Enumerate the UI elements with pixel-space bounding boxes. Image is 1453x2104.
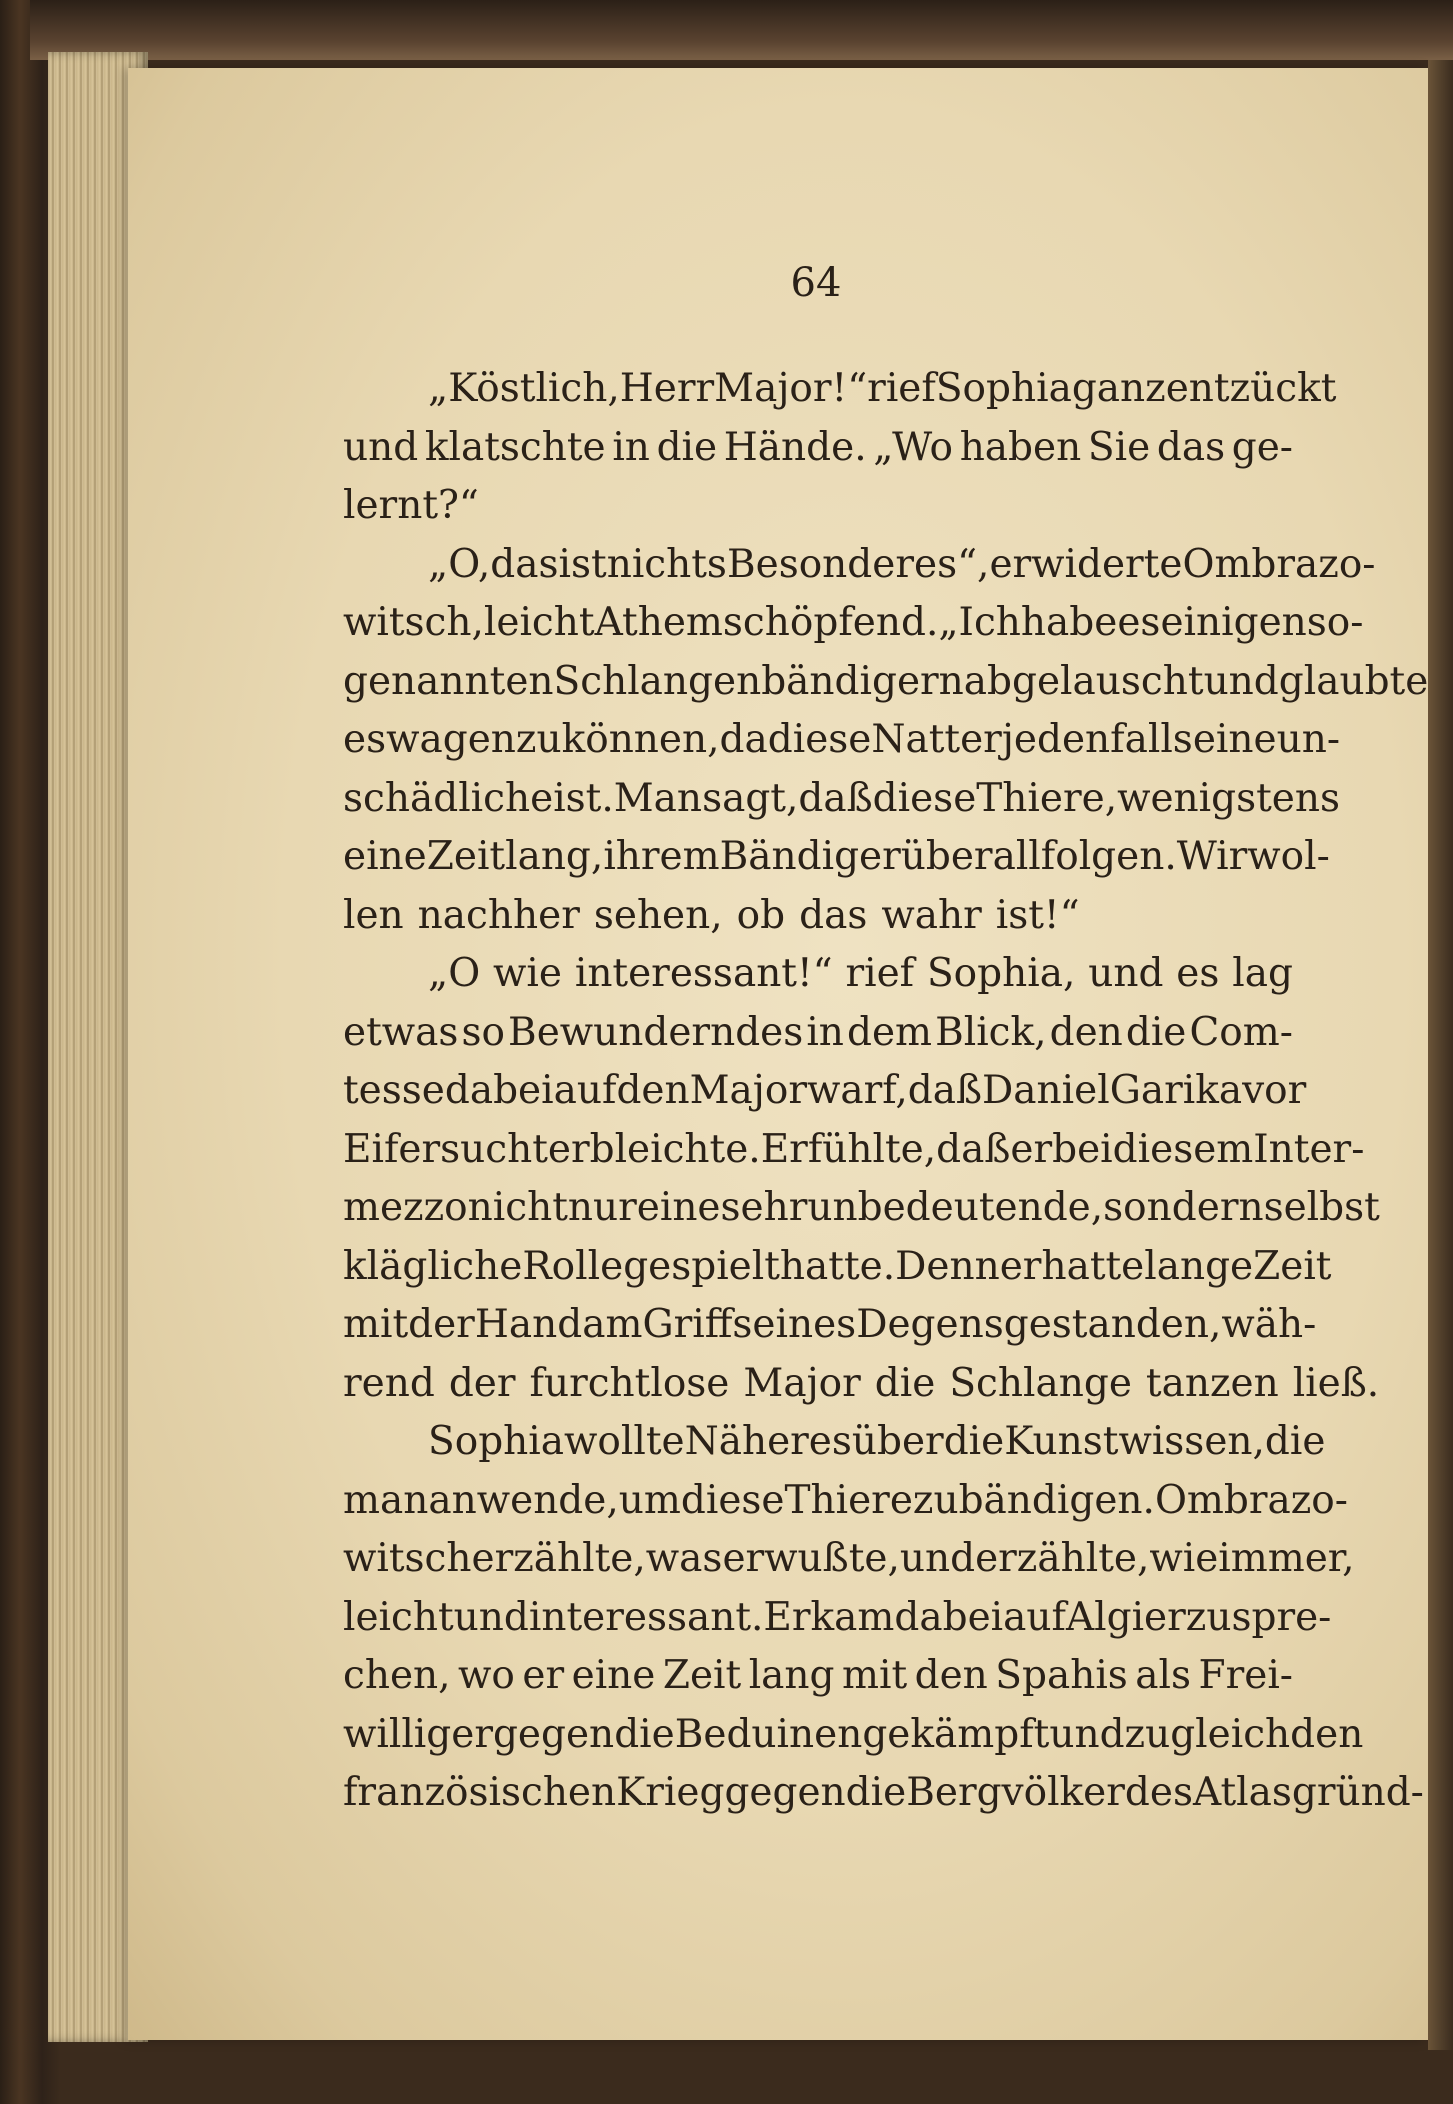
word: witsch, [343,600,484,645]
text-line [343,1238,1332,1297]
text-line [343,653,1429,712]
word: Sophia [428,1419,565,1464]
word: Zeit [662,1653,742,1698]
word: lernt?“ [343,483,479,528]
word: als [1135,1653,1192,1698]
word: tesse [343,1068,445,1113]
word: die [943,1419,1005,1464]
word: „Wo [873,424,954,470]
word: Frei- [1198,1653,1293,1698]
word: wagen [386,717,516,762]
word: genannten [343,658,554,704]
text-line [343,594,1364,653]
word: Er [760,1126,808,1172]
word: die [656,424,718,470]
word: er [1010,1126,1053,1172]
word: und [1088,951,1164,996]
book-cover-top [30,0,1453,60]
word: erbleichte. [547,1126,761,1172]
word: schädliche [343,775,554,821]
word: daß [907,1068,983,1113]
word: Denn [895,1243,1000,1289]
word: erwiderte [989,541,1183,587]
word: chen, [343,1653,451,1698]
word: man [343,1477,429,1523]
word: wahr [881,892,982,938]
word: Rolle [522,1243,624,1289]
text-line [343,711,1340,770]
text-line [343,1355,1380,1414]
word: Daniel [982,1068,1110,1113]
word: in [806,1009,844,1055]
word: Zeit [1253,1243,1332,1289]
word: überall [900,834,1041,879]
word: Schlangenbändigern [553,658,964,704]
word: „O, [428,541,491,587]
word: spre- [1231,1594,1332,1640]
word: und [1049,1711,1125,1757]
word: furchtlose [529,1360,730,1406]
word: Näheres [684,1419,852,1464]
word: erzählte, [471,1536,646,1581]
word: daß [936,1126,1011,1172]
word: ist. [553,775,614,821]
word: un- [1276,717,1340,762]
word: ließ. [1292,1360,1380,1406]
text-line [343,945,1293,1004]
word: hatte. [779,1243,896,1289]
word: ist [558,541,607,587]
word: so- [1306,600,1364,645]
word: gekämpft [862,1711,1050,1757]
word: wo [458,1653,515,1698]
text-line [343,1647,1293,1706]
word: „Ich [938,600,1021,645]
word: daß [798,775,873,821]
word: und [899,1536,976,1581]
word: Man [613,775,703,821]
word: da [719,717,768,762]
word: wie [1149,1536,1219,1581]
word: klatschte [424,424,606,470]
text-line [343,1413,1326,1472]
text-line [343,887,1293,946]
word: und [343,424,419,470]
word: er [722,1536,765,1581]
word: mezzo [343,1185,468,1230]
text-line [343,1062,1307,1121]
book-cover-right [1428,60,1453,2050]
text-line [343,770,1341,829]
page-number: 64 [790,260,842,306]
word: dem [846,1009,933,1055]
word: sehr [720,1185,808,1230]
word: sondern [1103,1185,1264,1230]
word: hatte [1041,1243,1145,1289]
word: ge- [1231,424,1293,470]
word: gegen [492,1711,615,1757]
word: wenigstens [1117,775,1341,821]
word: Thiere, [976,775,1118,821]
word: Thiere [784,1477,913,1523]
word: ganz [1071,366,1166,411]
word: es [1176,951,1220,996]
word: abgelauscht [963,658,1204,704]
word: lang, [505,834,604,879]
word: Wir [1176,834,1248,879]
word: Ombrazo- [1154,1477,1348,1523]
word: Krieg [616,1770,725,1815]
text-line [343,1004,1293,1063]
word: Schlange [949,1360,1132,1406]
word: kam [810,1594,895,1640]
word: wie [493,951,562,996]
word: Bergvölker [906,1770,1125,1815]
word: französischen [343,1770,617,1815]
word: mit [343,1302,409,1347]
word: ihrem [603,834,720,879]
word: Zeit [426,834,506,879]
word: Inter- [1253,1126,1365,1172]
word: immer, [1218,1536,1355,1581]
text-line [343,1589,1332,1648]
word: Blick, [935,1009,1047,1055]
word: wäh- [1221,1302,1317,1347]
word: zugleich [1124,1711,1291,1757]
word: eine [571,1653,656,1698]
word: Bewunderndes [508,1009,804,1055]
word: haben [959,424,1082,470]
word: das [1156,424,1226,470]
word: habe [1020,600,1118,645]
word: mit [841,1653,908,1698]
word: Major [689,1068,808,1113]
word: er [999,1243,1042,1289]
word: eine [636,1185,721,1230]
word: eine [343,834,427,879]
word: „Köstlich, [428,366,620,411]
text-line [343,1706,1364,1765]
word: witsch [343,1536,472,1581]
word: interessant!“ [574,951,833,996]
word: lang [748,1653,835,1698]
word: leicht [483,600,595,645]
word: schöpfend. [722,600,939,645]
word: diese [872,775,977,821]
word: und [1203,658,1279,704]
word: Hände. [723,424,867,470]
text-line [343,1121,1365,1180]
word: nichts [606,541,727,587]
word: ob [736,892,786,938]
word: zu [1185,1594,1232,1640]
word: die [1264,1419,1326,1464]
word: Hand [474,1302,583,1347]
word: die [1125,1009,1187,1055]
word: gespielt [623,1243,780,1289]
word: der [408,1302,475,1347]
word: zu [515,717,562,762]
word: er [522,1653,565,1698]
word: lange [1144,1243,1254,1289]
word: wol- [1247,834,1330,879]
word: was [645,1536,723,1581]
word: es [343,717,387,762]
word: rief [867,366,936,411]
word: ist!“ [995,892,1080,938]
word: diesem [1112,1126,1254,1172]
word: dabei [894,1594,1004,1640]
word: den [1290,1711,1364,1757]
word: diese [767,717,872,762]
word: Degens [856,1302,1004,1347]
word: und [453,1594,529,1640]
word: dabei [444,1068,554,1113]
word: Major [743,1360,861,1406]
word: eine [1192,717,1277,762]
word: den [616,1068,690,1113]
word: zu [912,1477,959,1523]
word: einigen [1160,600,1307,645]
word: „O [428,951,481,996]
word: klägliche [343,1243,523,1289]
word: tanzen [1145,1360,1279,1406]
word: die [845,1770,907,1815]
word: Atlas [1192,1770,1292,1815]
word: der [448,1360,516,1406]
word: vor [1242,1068,1307,1113]
word: am [582,1302,643,1347]
word: in [612,424,650,470]
page-text [343,360,1429,1823]
word: diese [680,1477,785,1523]
word: anwende, [428,1477,619,1523]
word: nur [567,1185,637,1230]
text-line [343,477,1293,536]
word: leicht [343,1594,454,1640]
word: Athem [594,600,723,645]
word: Eifersucht [343,1126,548,1172]
word: sagt, [702,775,799,821]
text-line [343,1179,1380,1238]
word: lag [1232,951,1293,996]
word: Besonderes“, [726,541,990,587]
word: warf, [807,1068,908,1113]
word: rend [343,1360,435,1406]
word: auf [1003,1594,1066,1640]
word: Garika [1109,1068,1243,1113]
word: auf [553,1068,617,1113]
word: wollte [564,1419,685,1464]
word: so [461,1009,505,1055]
word: nachher [417,892,580,938]
word: Com- [1189,1009,1293,1055]
word: seines [732,1302,857,1347]
word: wissen, [1118,1419,1265,1464]
word: selbst [1263,1185,1380,1230]
word: Kunst [1004,1419,1119,1464]
word: gründ- [1291,1770,1424,1815]
text-line [343,1764,1424,1823]
word: um [618,1477,681,1523]
word: Beduinen [674,1711,863,1757]
word: die [614,1711,675,1757]
word: gegen [724,1770,846,1815]
text-line [343,1472,1348,1531]
word: das [490,541,559,587]
word: jedenfalls [1001,717,1193,762]
word: über [851,1419,944,1464]
word: entzückt [1165,366,1337,411]
word: es [1117,600,1161,645]
word: Griff [642,1302,733,1347]
word: bei [1052,1126,1113,1172]
word: williger [343,1711,493,1757]
word: Herr [619,366,715,411]
text-line [343,828,1330,887]
word: des [1124,1770,1193,1815]
word: rief [845,951,915,996]
word: den [1049,1009,1123,1055]
word: die [874,1360,936,1406]
text-line [343,1530,1355,1589]
word: das [799,892,868,938]
word: Spahis [995,1653,1128,1698]
word: unbedeutende, [807,1185,1104,1230]
word: Major!“ [714,366,868,411]
text-line [343,360,1337,419]
word: Bändiger [719,834,901,879]
word: Sophia, [926,951,1076,996]
word: etwas [343,1009,459,1055]
word: Natter [871,717,1002,762]
word: erzählte, [975,1536,1150,1581]
word: Algier [1065,1594,1186,1640]
word: gestanden, [1003,1302,1222,1347]
text-line [343,536,1376,595]
word: nicht [467,1185,568,1230]
word: folgen. [1040,834,1177,879]
word: wußte, [764,1536,900,1581]
word: glaubte [1278,658,1429,704]
word: len [343,892,404,938]
word: sehen, [593,892,723,938]
word: können, [561,717,720,762]
word: bändigen. [958,1477,1155,1523]
word: Sophia [935,366,1072,411]
word: fühlte, [807,1126,937,1172]
text-line [343,1296,1317,1355]
word: interessant. [528,1594,764,1640]
word: Ombrazo- [1182,541,1376,587]
word: den [914,1653,988,1698]
text-line [343,419,1293,478]
word: Er [763,1594,811,1640]
word: Sie [1087,424,1151,470]
